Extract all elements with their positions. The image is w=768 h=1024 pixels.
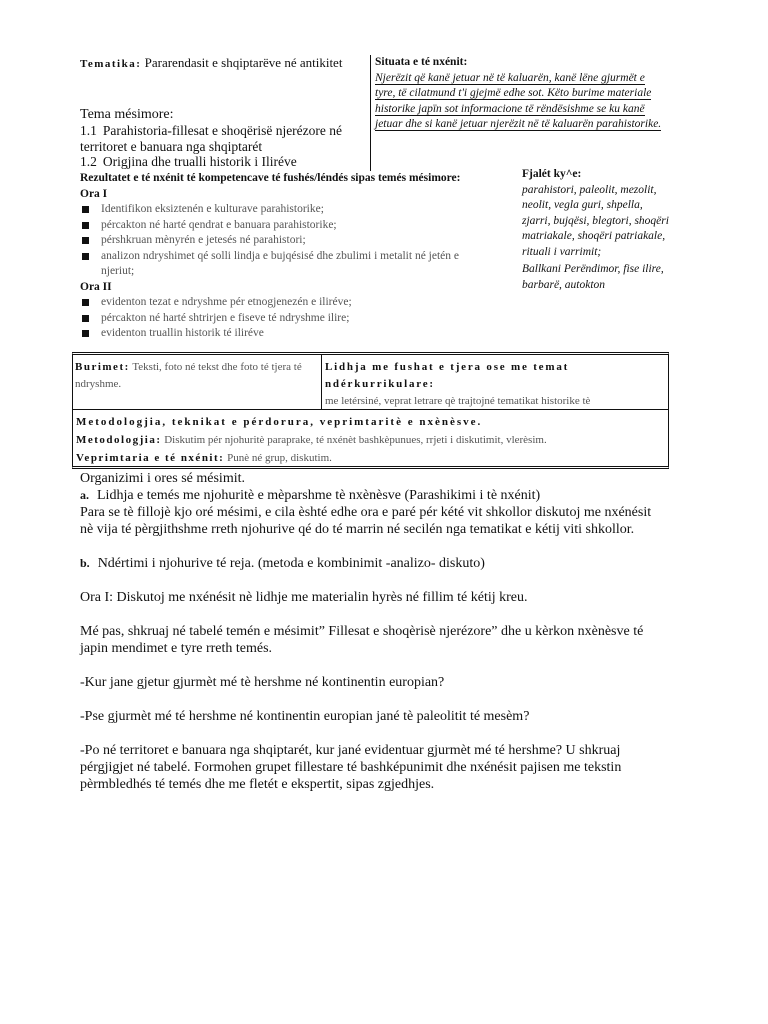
tema-item-1: [80, 123, 370, 155]
tematika-label: Tematika:: [80, 58, 142, 70]
bullet-icon: [82, 253, 89, 260]
section-b-title: b. Ndértimi i njohurive té reja. (metoda e kombinimit -analizo- diskuto): [80, 556, 485, 571]
fjalet-label: Fjalét ky^e:: [522, 168, 582, 180]
burimet-cell: [75, 359, 315, 393]
metodologjia-text: Diskutim pér njohuritè paraprake, té nxénèt bashkèpunues, rrjeti i diskutimit, vlerèsim.: [164, 434, 547, 446]
question-2: -Pse gjurmèt mé té hershme né kontinentin europian jané tè paleolitit té mesèm?: [80, 709, 530, 724]
lidhja-label: Lidhja me fushat e tjera ose me temat ndérkurrikulare:: [325, 361, 570, 390]
situata: [375, 55, 667, 133]
metodologjia-content: [76, 413, 666, 467]
burimet-text: Teksti, foto né tekst dhe foto té tjera té ndryshme.: [75, 361, 302, 390]
fjalet-kyce: [522, 167, 670, 293]
list-item: analizon ndryshimet qé solli lindja e bujqésisé dhe zbulimi i metalit né jetén e njeriut;: [80, 249, 490, 280]
question-1: -Kur jane gjetur gjurmèt mé tè hershme né kontinentin europian?: [80, 675, 445, 690]
list-item: Identifikon eksiztenén e kulturave parahistorike;: [80, 202, 490, 218]
tema-item-2: [80, 154, 370, 170]
situata-label: Situata e té nxénit:: [375, 56, 468, 68]
tematika: [80, 55, 365, 72]
rezultatet: [80, 171, 490, 342]
box-divider: [321, 355, 322, 410]
paragraph-ora1: Ora I: Diskutoj me nxénésit nè lidhje me materialin hyrès né fillim té kétij kreu.: [80, 590, 528, 605]
fjalet-text-2: Ballkani Perëndimor, fise ilire, barbarë, autokton: [522, 263, 664, 291]
list-item: pérshkruan mènyrén e jetesés né parahistori;: [80, 233, 490, 249]
section-a-title: a. Lidhja e temés me njohuritè e mèparshme tè nxènèsve (Parashikimi i tè nxénit): [80, 488, 541, 503]
tema-text: Origjina dhe trualli historik i Iliréve: [102, 154, 297, 169]
bullet-icon: [82, 315, 89, 322]
tematika-value: Pararendasit e shqiptarëve né antikitet: [144, 55, 343, 70]
ora2-label: Ora II: [80, 280, 112, 293]
lesson-body: [80, 470, 665, 793]
header-divider: [370, 55, 371, 171]
metodologjia-title: Metodologjia, teknikat e pérdorura, veprimtaritè e nxènèsve.: [76, 416, 483, 428]
list-item: pércakton né harté qendrat e banuara parahistorike;: [80, 218, 490, 234]
metodologjia-box: [72, 409, 669, 469]
tema-label: Tema mésimore:: [80, 107, 174, 122]
list-item: evidenton tezat e ndryshme pér etnogjenezén e iliréve;: [80, 295, 490, 311]
situata-text: Njerëzit që kanë jetuar në të kaluarën, kanë lëne gjurmët e tyre, të cilatmund t'i gjejmë edhe sot. Këto burime materiale historike japïn sot informacione të rëndësishme se ku kanë jetuar dhe si kanë jetuar njerëzit në të kaluarën parahistorike.: [375, 71, 662, 130]
list-item: evidenton truallin historik té iliréve: [80, 326, 490, 342]
bullet-icon: [82, 222, 89, 229]
lidhja-cell: [325, 359, 665, 410]
tema-text: Parahistoria-fillesat e shoqërisë njerézore né territoret e banuara nga shqiptarét: [80, 123, 343, 154]
fjalet-text: parahistori, paleolit, mezolit, neolit, vegla guri, shpella, zjarri, bujqësi, blegtori, shoqëri matriakale, shoqëri patriakale, rituali i varrimit;: [522, 183, 669, 258]
organizimi: Organizimi i ores sé mésimit.: [80, 471, 245, 486]
list-item: pércakton né harté shtrirjen e fiseve té ndryshme ilire;: [80, 311, 490, 327]
ora1-label: Ora I: [80, 187, 108, 200]
bullet-icon: [82, 206, 89, 213]
veprimtaria-text: Punè né grup, diskutim.: [227, 452, 332, 464]
tema-num: 1.2: [80, 154, 97, 169]
metodologjia-label: Metodologjia:: [76, 434, 162, 446]
bullet-icon: [82, 330, 89, 337]
lidhja-text: me letérsiné, veprat letrare qè trajtojné tematikat historike tè: [325, 395, 591, 407]
burimet-label: Burimet:: [75, 361, 130, 373]
rezultatet-label: Rezultatet e té nxénit té kompetencave té fushés/léndés sipas temés mésimore:: [80, 172, 461, 184]
burimet-lidhja-box: [72, 352, 669, 410]
bullet-icon: [82, 299, 89, 306]
bullet-icon: [82, 237, 89, 244]
section-a-text: Para se tè fillojè kjo oré mésimi, e cila èshté edhe ora e paré pér kété vit shkollor diskutoj me nxénésit nè vija té pèrgjithshme rreth njohurive qé do té marrin né secilén nga tematikat e kétij viti shkollor.: [80, 505, 652, 537]
paragraph-tabela: Mé pas, shkruaj né tabelé temén e mésimit” Fillesat e shoqèrisè njerézore” dhe u kèrkon nxènèsve té japin mendimet e tyre rreth temés.: [80, 624, 644, 656]
question-3: -Po né territoret e banuara nga shqiptarét, kur jané evidentuar gjurmèt mé té hershme? U shkruaj pérgjigjet né tabelé. Formohen grupet fillestare té bashképunimit dhe nxénésit pajisen me tekstin pèrmbledhés té temés dhe me fletét e ekspertit, sipas zgjedhjes.: [80, 743, 622, 792]
veprimtaria-label: Veprimtaria e té nxénit:: [76, 452, 225, 464]
tema-num: 1.1: [80, 123, 97, 138]
